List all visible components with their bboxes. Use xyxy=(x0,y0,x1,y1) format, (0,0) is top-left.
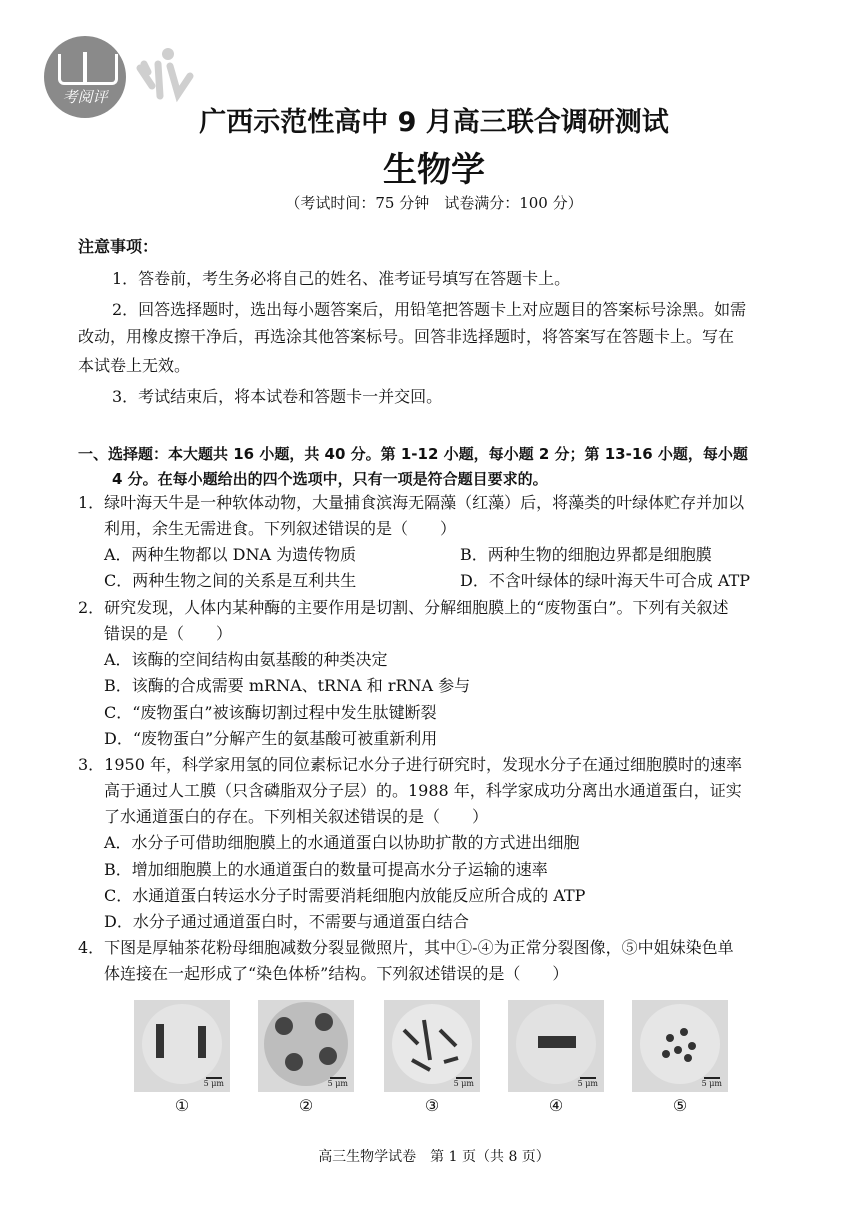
q1-option-a: A．两种生物都以 DNA 为遗传物质 xyxy=(104,545,357,564)
notice-line-2: 2．回答选择题时，选出每小题答案后，用铅笔把答题卡上对应题目的答案标号涂黑。如需 xyxy=(112,300,747,319)
exam-title: 广西示范性高中 9 月高三联合调研测试 xyxy=(199,107,669,138)
figure-label-4: ④ xyxy=(548,1096,564,1115)
micrograph-5 xyxy=(632,1000,728,1092)
micrograph-2 xyxy=(258,1000,354,1092)
q3-stem-line-2: 高于通过人工膜（只含磷脂双分子层）的。1988 年，科学家成功分离出水通道蛋白，证实 xyxy=(104,781,742,800)
q3-stem-line-1: 3．1950 年，科学家用氢的同位素标记水分子进行研究时，发现水分子在通过细胞膜时的速率 xyxy=(78,755,742,774)
figure-label-5: ⑤ xyxy=(672,1096,688,1115)
figure-label-2: ② xyxy=(298,1096,314,1115)
book-spine xyxy=(83,52,87,84)
page-footer: 高三生物学试卷 第 1 页（共 8 页） xyxy=(318,1149,550,1165)
notice-line-1: 1．答卷前，考生务必将自己的姓名、准考证号填写在答题卡上。 xyxy=(112,269,571,288)
notice-heading: 注意事项： xyxy=(78,237,159,256)
q1-option-c: C．两种生物之间的关系是互利共生 xyxy=(104,571,357,590)
q1-option-d: D．不含叶绿体的绿叶海天牛可合成 ATP xyxy=(460,571,751,590)
q3-option-c: C．水通道蛋白转运水分子时需要消耗细胞内放能反应所合成的 ATP xyxy=(104,886,586,905)
q4-stem-line-1: 4．下图是厚轴茶花粉母细胞减数分裂显微照片，其中①-④为正常分裂图像，⑤中姐妹染色单 xyxy=(78,938,734,957)
micrograph-1 xyxy=(134,1000,230,1092)
q2-option-d: D．“废物蛋白”分解产生的氨基酸可被重新利用 xyxy=(104,729,438,748)
scale-label: 5 μm xyxy=(203,1079,224,1088)
notice-line-5: 3．考试结束后，将本试卷和答题卡一并交回。 xyxy=(112,387,443,406)
scale-label: 5 μm xyxy=(453,1079,474,1088)
q3-option-a: A．水分子可借助细胞膜上的水通道蛋白以协助扩散的方式进出细胞 xyxy=(104,833,580,852)
figure-label-1: ① xyxy=(174,1096,190,1115)
notice-line-4: 本试卷上无效。 xyxy=(78,356,191,375)
q3-option-d: D．水分子通过通道蛋白时，不需要与通道蛋白结合 xyxy=(104,912,469,931)
q3-stem-line-3: 了水通道蛋白的存在。下列相关叙述错误的是（ ） xyxy=(104,807,489,826)
exam-info: （考试时间：75 分钟 试卷满分：100 分） xyxy=(285,194,583,212)
micrograph-4 xyxy=(508,1000,604,1092)
q2-stem-line-1: 2．研究发现，人体内某种酶的主要作用是切割、分解细胞膜上的“废物蛋白”。下列有关叙述 xyxy=(78,598,729,617)
q2-option-b: B．该酶的合成需要 mRNA、tRNA 和 rRNA 参与 xyxy=(104,676,471,695)
micrograph-3 xyxy=(384,1000,480,1092)
q1-option-b: B．两种生物的细胞边界都是细胞膜 xyxy=(460,545,712,564)
q3-option-b: B．增加细胞膜上的水通道蛋白的数量可提高水分子运输的速率 xyxy=(104,860,548,879)
book-icon xyxy=(58,54,118,85)
q1-stem-line-2: 利用，余生无需进食。下列叙述错误的是（ ） xyxy=(104,519,457,538)
section-heading-line-2: 4 分。在每小题给出的四个选项中，只有一项是符合题目要求的。 xyxy=(112,470,548,488)
section-heading-line-1: 一、选择题：本大题共 16 小题，共 40 分。第 1-12 小题，每小题 2 分；第 13-16 小题，每小题 xyxy=(78,445,748,463)
q1-stem-line-1: 1．绿叶海天牛是一种软体动物，大量捕食滨海无隔藻（红藻）后，将藻类的叶绿体贮存并加以 xyxy=(78,493,745,512)
q2-stem-line-2: 错误的是（ ） xyxy=(104,624,233,643)
q2-option-c: C．“废物蛋白”被该酶切割过程中发生肽键断裂 xyxy=(104,703,437,722)
brand-mark-icon xyxy=(134,46,194,106)
scale-label: 5 μm xyxy=(577,1079,598,1088)
q4-stem-line-2: 体连接在一起形成了“染色体桥”结构。下列叙述错误的是（ ） xyxy=(104,964,569,983)
figure-label-3: ③ xyxy=(424,1096,440,1115)
logo-text: 考阅评 xyxy=(62,88,108,106)
scale-label: 5 μm xyxy=(327,1079,348,1088)
subject-title: 生物学 xyxy=(383,150,485,190)
notice-line-3: 改动，用橡皮擦干净后，再选涂其他答案标号。回答非选择题时，将答案写在答题卡上。写在 xyxy=(78,327,735,346)
q2-option-a: A．该酶的空间结构由氨基酸的种类决定 xyxy=(104,650,388,669)
scale-label: 5 μm xyxy=(701,1079,722,1088)
